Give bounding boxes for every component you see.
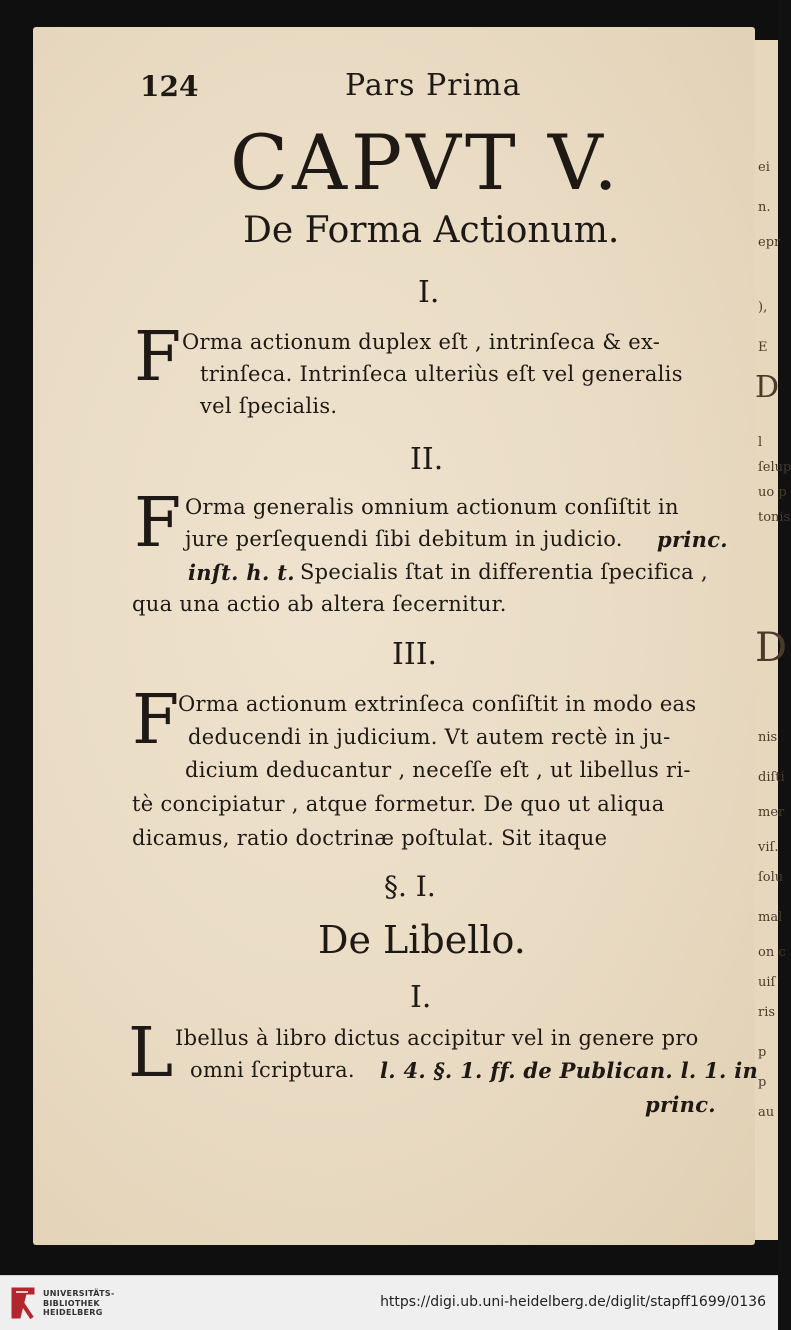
text-line: jure perſequendi ſibi debitum in judicio. — [185, 527, 623, 551]
chapter-title: CAPVT V. — [230, 118, 622, 207]
fragment: l — [758, 435, 763, 450]
text-line: tè concipiatur , atque formetur. De quo ut aliqua — [132, 792, 665, 816]
text-line: Ibellus à libro dictus accipitur vel in genere pro — [175, 1026, 699, 1050]
fragment: diſti — [758, 770, 785, 785]
logo-line: HEIDELBERG — [43, 1308, 103, 1317]
text-line: trinſeca. Intrinſeca ulteriùs eſt vel generalis — [200, 362, 683, 386]
fragment: p — [758, 1075, 767, 1090]
drop-cap: F — [134, 484, 182, 563]
citation: princ. — [645, 1092, 716, 1117]
fragment: D — [755, 370, 780, 405]
text-line: Specialis ſtat in differentia ſpecifica , — [300, 560, 708, 584]
fragment: ſelup — [758, 460, 791, 475]
fragment: p — [758, 1045, 767, 1060]
fragment: tonis — [758, 510, 791, 525]
fragment: nis — [758, 730, 778, 745]
text-line: Orma actionum extrinſeca conſiſtit in modo eas — [178, 692, 697, 716]
section-numeral: I. — [410, 980, 432, 1015]
fragment: mer — [758, 805, 785, 820]
fragment: uo p — [758, 485, 787, 500]
drop-cap: F — [132, 681, 180, 760]
chapter-subtitle: De Forma Actionum. — [243, 210, 620, 251]
fragment: E — [758, 340, 768, 355]
logo-line: BIBLIOTHEK — [43, 1298, 100, 1308]
text-line: vel ſpecialis. — [200, 394, 338, 418]
fragment: ſolu — [758, 870, 784, 885]
logo-line: UNIVERSITÄTS- — [43, 1289, 115, 1298]
citation: princ. — [657, 527, 728, 552]
fragment: epr — [758, 235, 781, 250]
fragment: viſ. — [758, 840, 779, 855]
citation: l. 4. §. 1. ff. de Publican. l. 1. in — [380, 1058, 759, 1083]
viewer-footer — [0, 1275, 778, 1330]
drop-cap: F — [134, 318, 182, 397]
section-numeral: II. — [410, 442, 444, 477]
fragment: ), — [758, 300, 768, 315]
library-name — [43, 1289, 115, 1318]
fragment: au — [758, 1105, 775, 1120]
text-line: dicamus, ratio doctrinæ poſtulat. Sit itaque — [132, 826, 608, 850]
section-numeral: III. — [392, 637, 438, 672]
text-line: omni ſcriptura. — [190, 1058, 355, 1082]
fragment: n. — [758, 200, 771, 215]
text-line: dicium deducantur , neceſſe eſt , ut libellus ri- — [185, 758, 691, 782]
paragraph-mark: §. I. — [384, 870, 436, 903]
page-number: 124 — [140, 70, 199, 103]
fragment: mal — [758, 910, 783, 925]
library-logo-icon — [8, 1284, 38, 1322]
fragment: ei — [758, 160, 770, 175]
fragment: ris — [758, 1005, 776, 1020]
fragment: D — [755, 625, 788, 671]
citation: inſt. h. t. — [188, 560, 295, 585]
drop-cap: L — [128, 1014, 174, 1093]
text-line: Orma actionum duplex eſt , intrinſeca & ex- — [182, 330, 661, 354]
running-title: Pars Prima — [345, 68, 522, 103]
permalink-url[interactable]: https://digi.ub.uni-heidelberg.de/diglit/stapff1699/0136 — [380, 1294, 766, 1310]
next-page-edge — [755, 40, 791, 1240]
section-heading: De Libello. — [318, 918, 526, 962]
text-line: Orma generalis omnium actionum conſiſtit in — [185, 495, 679, 519]
fragment: on c — [758, 945, 786, 960]
text-line: qua una actio ab altera ſecernitur. — [132, 592, 507, 616]
section-numeral: I. — [418, 275, 440, 310]
text-line: deducendi in judicium. Vt autem rectè in ju- — [188, 725, 671, 749]
fragment: uiſ — [758, 975, 776, 990]
